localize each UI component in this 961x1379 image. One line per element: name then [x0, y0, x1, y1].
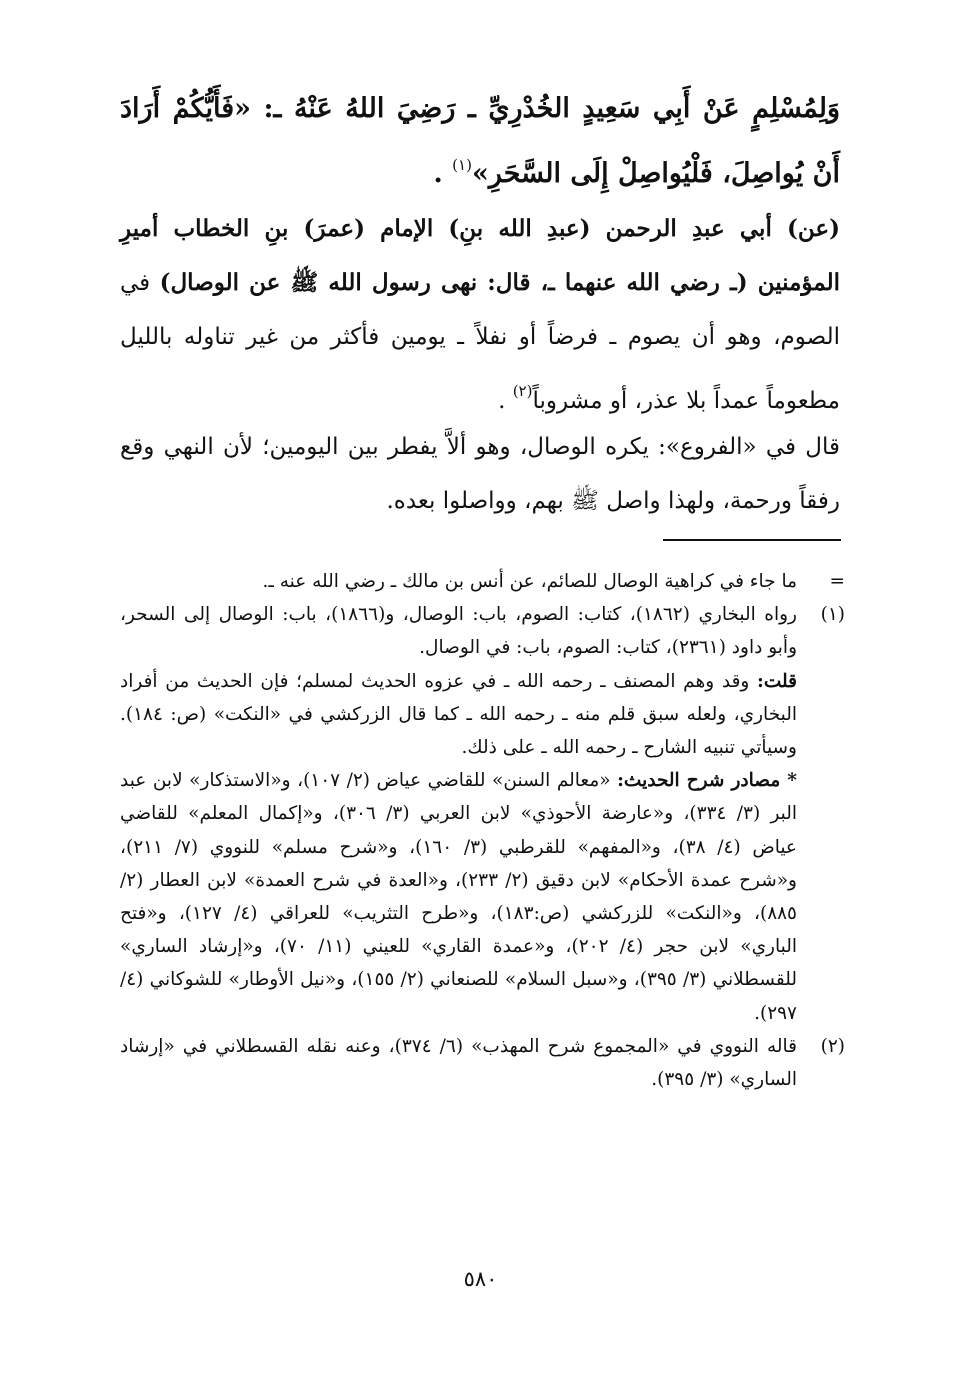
sources-text: «معالم السنن» للقاضي عياض (٢/ ١٠٧)، و«الاستذكار» لابن عبد البر (٣/ ٣٣٤)، و«عارضة الأحوذي» لابن العربي (٣/ ٣٠٦)، و«إكمال المعلم» للقاضي عياض (٤/ ٣٨)، و«المفهم» للقرطبي (٣/ ١٦٠)، و«شرح مسلم» للنووي (٧/ ٢١١)، و«شرح عمدة الأحكام» لابن دقيق (٢/ ٢٣٣)، و«العدة في شرح العمدة» لابن العطار (٢/ ٨٨٥)، و«النكت» للزركشي (ص:١٨٣)، و«طرح التثريب» للعراقي (٤/ ١٢٧)، و«فتح الباري» لابن حجر (٤/ ٢٠٢)، و«عمدة القاري» للعيني (١١/ ٧٠)، و«إرشاد الساري» للقسطلاني (٣/ ٣٩٥)، و«سبل السلام» للصنعاني (٢/ ١٥٥)، و«نيل الأوطار» للشوكاني (٤/ ٢٩٧).: [120, 770, 798, 1024]
commentary-text: في الصوم، وهو أن يصوم ـ فرضاً أو نفلاً ـ يومين فأكثر من غير تناوله بالليل مطعوماً عمداً بلا عذر، أو مشروباً: [120, 270, 840, 414]
commentary-end: .: [498, 388, 513, 414]
page-number: ٥٨٠: [463, 1267, 498, 1291]
footnote-1-sources: [120, 764, 797, 1030]
commentary-paragraph-1: [120, 202, 840, 428]
footnote-1-text: رواه البخاري (١٨٦٢)، كتاب: الصوم، باب: الوصال، و(١٨٦٦)، باب: الوصال إلى السحر، وأبو داود (٢٣٦١)، كتاب: الصوم، باب: في الوصال.: [120, 604, 797, 659]
footnote-ref-1[interactable]: (١): [452, 156, 472, 174]
qult-text: وقد وهم المصنف ـ رحمه الله ـ في عزوه الحديث لمسلم؛ فإن الحديث من أفراد البخاري، ولعله سبق قلم منه ـ رحمه الله ـ كما قال الزركشي في «النكت» (ص: ١٨٤). وسيأتي تنبيه الشارح ـ رحمه الله ـ على ذلك.: [120, 670, 797, 759]
footnote-1: [120, 598, 845, 1030]
hadith-text: [120, 80, 840, 202]
furu-quote: قال في «الفروع»: يكره الوصال، وهو ألاَّ يفطر بين اليومين؛ لأن النهي وقع رفقاً ورحمة، ولهذا واصل ﷺ بهم، وواصلوا بعده.: [120, 434, 840, 514]
footnote-1-qult: [120, 665, 797, 765]
footnote-1-number: (١): [820, 604, 845, 626]
continuation-mark: =: [829, 571, 845, 592]
qult-label: قلت:: [757, 670, 797, 692]
commentary-paragraph-2: [120, 420, 840, 528]
footnotes: [120, 565, 845, 1096]
footnote-2: [120, 1030, 845, 1096]
footnote-2-text: قاله النووي في «المجموع شرح المهذب» (٦/ ٣٧٤)، وعنه نقله القسطلاني في «إرشاد الساري» (٣/ ٣٩٥).: [120, 1035, 797, 1091]
sources-label: * مصادر شرح الحديث:: [617, 770, 797, 792]
matn-quote: (عن) أبي عبدِ الرحمن (عبدِ الله بنِ) الإمام (عمرَ) بنِ الخطاب أميرِ المؤمنين (ـ رضي الله عنهما ـ، قال: نهى رسول الله ﷺ عن الوصال): [120, 215, 840, 296]
footnote-ref-2[interactable]: (٢): [512, 382, 533, 400]
hadith-body: وَلِمُسْلِمٍ عَنْ أَبِي سَعِيدٍ الخُدْرِيِّ ـ رَضِيَ اللهُ عَنْهُ ـ: «فَأَيُّكُمْ أَرَادَ أَنْ يُواصِلَ، فَلْيُواصِلْ إِلَى السَّحَرِ»: [120, 93, 840, 189]
footnote-continuation: [120, 565, 845, 598]
footnote-separator: [663, 539, 841, 541]
footnote-1-body: [120, 598, 797, 1030]
hadith-end: .: [433, 158, 453, 189]
continuation-text: ما جاء في كراهية الوصال للصائم، عن أنس بن مالك ـ رضي الله عنه ـ.: [262, 571, 797, 592]
footnote-2-number: (٢): [820, 1035, 845, 1057]
